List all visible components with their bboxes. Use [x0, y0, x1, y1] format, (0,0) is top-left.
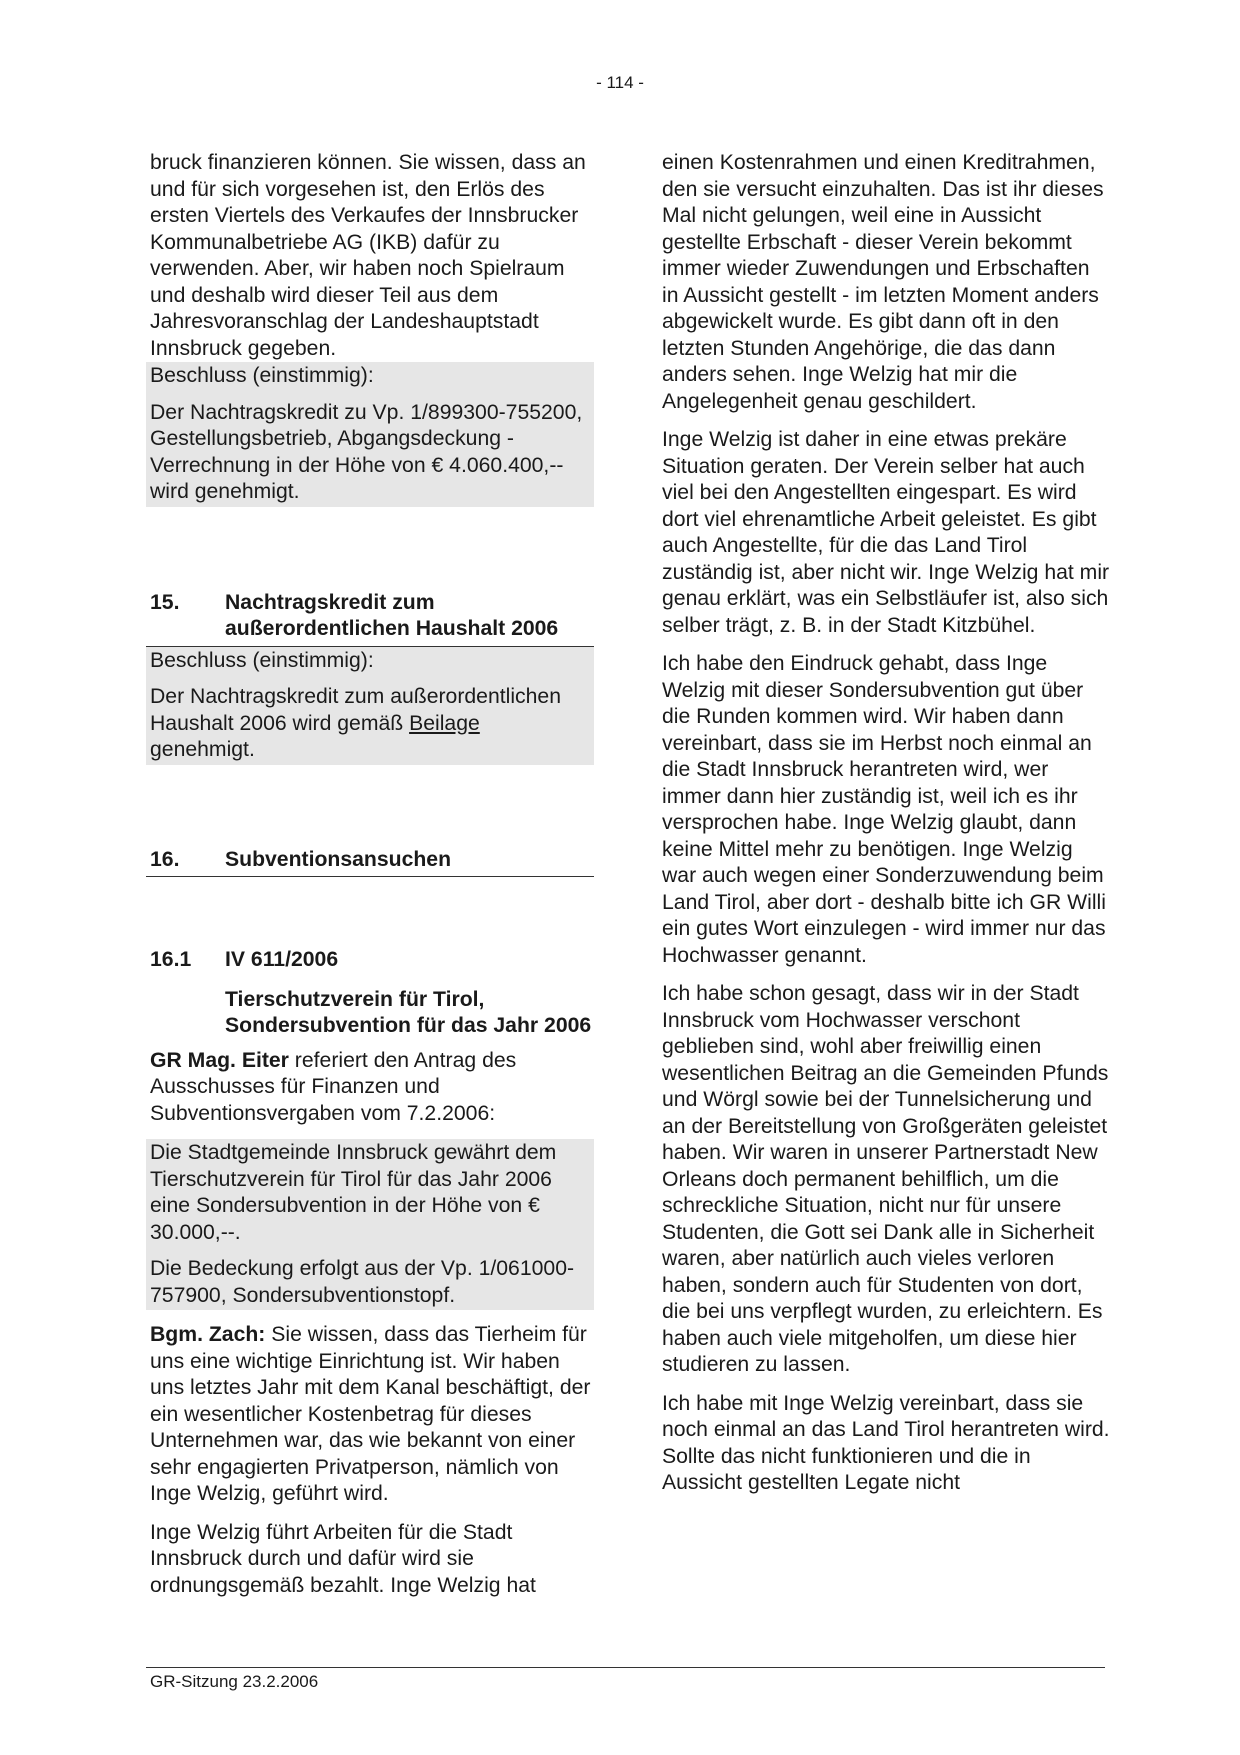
- resolution-box: [146, 362, 594, 507]
- motion-text: Die Bedeckung erfolgt aus der Vp. 1/061000-757900, Sondersubventionstopf.: [150, 1257, 575, 1307]
- resolution-text: Der Nachtragskredit zu Vp. 1/899300-755200, Gestellungsbetrieb, Abgangsdeckung - Verrechnung in der Höhe von € 4.060.400,-- wird genehmigt.: [150, 400, 583, 503]
- motion-box: [146, 1139, 594, 1310]
- section-title: Subventionsansuchen: [225, 847, 452, 871]
- footer: GR-Sitzung 23.2.2006: [150, 1672, 319, 1691]
- footer-divider: [146, 1667, 1105, 1668]
- subsection-title: Tierschutzverein für Tirol, Sondersubvention für das Jahr 2006: [225, 987, 592, 1037]
- paragraph: Ich habe schon gesagt, dass wir in der Stadt Innsbruck vom Hochwasser verschont geblieben sind, wohl aber freiwillig einen wesentlichen Beitrag an die Gemeinden Pfunds und Wörgl sowie bei der Tunnelsicherung und an der Bereitstellung von Großgeräten geleistet haben. Wir waren in unserer Partnerstadt New Orleans doch permanent behilflich, um die schreckliche Situation, nicht nur für unsere Studenten, die Gott sei Dank alle in Sicherheit waren, aber natürlich auch vieles verloren haben, sondern auch für Studenten von dort, die bei uns verpflegt wurden, zu erleichtern. Es haben auch viele mitgeholfen, um diese hier studieren zu lassen.: [662, 982, 1109, 1376]
- paragraph: Bgm. Zach: Sie wissen, dass das Tierheim für uns eine wichtige Einrichtung ist. Wir haben uns letztes Jahr mit dem Kanal beschäftigt, der ein wesentlicher Kostenbetrag für dieses Unternehmen war, das wie bekannt von einer sehr engagierten Privatperson, nämlich von Inge Welzig, geführt wird.: [150, 1323, 591, 1505]
- paragraph: Inge Welzig führt Arbeiten für die Stadt Innsbruck durch und dafür wird sie ordnungsgemäß bezahlt. Inge Welzig hat: [150, 1520, 536, 1597]
- right-column: [658, 150, 1110, 1509]
- beilage-link[interactable]: Beilage: [409, 711, 480, 735]
- section-title: Nachtragskredit zum außerordentlichen Haushalt 2006: [225, 590, 559, 640]
- paragraph: einen Kostenrahmen und einen Kreditrahmen, den sie versucht einzuhalten. Das ist ihr dieses Mal nicht gelungen, weil eine in Aussicht gestellte Erbschaft - dieser Verein bekommt immer wieder Zuwendungen und Erbschaften in Aussicht gestellt - im letzten Moment anders abgewickelt wurde. Es gibt dann oft in den letzten Stunden Angehörige, die das dann anders sehen. Inge Welzig hat mir die Angelegenheit genau geschildert.: [662, 151, 1104, 413]
- speaker-name: Bgm. Zach:: [150, 1323, 266, 1346]
- resolution-label: Beschluss (einstimmig):: [150, 648, 374, 672]
- subsection-heading-16-1: [146, 947, 594, 974]
- paragraph: bruck finanzieren können. Sie wissen, dass an und für sich vorgesehen ist, den Erlös des ersten Viertels des Verkaufes der Innsbrucker Kommunalbetriebe AG (IKB) dafür zu verwenden. Aber, wir haben noch Spielraum und deshalb wird dieser Teil aus dem Jahresvoranschlag der Landeshauptstadt Innsbruck gegeben.: [150, 151, 586, 360]
- resolution-text: Der Nachtragskredit zum außerordentlichen Haushalt 2006 wird gemäß Beilage genehmigt.: [150, 685, 561, 761]
- paragraph: Ich habe den Eindruck gehabt, dass Inge Welzig mit dieser Sondersubvention gut über die Runden kommen wird. Wir haben dann vereinbart, dass sie im Herbst noch einmal an die Stadt Innsbruck herantreten wird, wer immer dann hier zuständig ist, weil ich es ihr versprochen habe. Inge Welzig glaubt, dann keine Mittel mehr zu benötigen. Inge Welzig war auch wegen einer Sonderzuwendung beim Land Tirol, aber dort - deshalb bitte ich GR Willi ein gutes Wort einzulegen - wird immer nur das Hochwasser genannt.: [662, 652, 1106, 967]
- page-number: - 114 -: [596, 73, 644, 92]
- section-heading-15: [146, 590, 594, 647]
- motion-text: Die Stadtgemeinde Innsbruck gewährt dem Tierschutzverein für Tirol für das Jahr 2006 eine Sondersubvention in der Höhe von € 30.000,--.: [150, 1141, 557, 1244]
- speaker-name: GR Mag. Eiter: [150, 1048, 289, 1072]
- section-heading-16: [146, 847, 594, 878]
- section-number: 15.: [150, 590, 180, 614]
- subsection-reference: IV 611/2006: [225, 948, 339, 971]
- paragraph: Inge Welzig ist daher in eine etwas prekäre Situation geraten. Der Verein selber hat auch viel bei den Angestellten eingespart. Es wird dort viel ehrenamtliche Arbeit geleistet. Es gibt auch Angestellte, für die das Land Tirol zuständig ist, aber nicht wir. Inge Welzig hat mir genau erklärt, was ein Selbstläufer ist, also sich selber trägt, z. B. in der Stadt Kitzbühel.: [662, 428, 1110, 637]
- resolution-box: [146, 647, 594, 765]
- section-number: 16.: [150, 847, 180, 871]
- left-column: [146, 150, 594, 1611]
- subsection-number: 16.1: [150, 948, 192, 971]
- paragraph: GR Mag. Eiter referiert den Antrag des Ausschusses für Finanzen und Subventionsvergaben vom 7.2.2006:: [150, 1048, 517, 1125]
- resolution-label: Beschluss (einstimmig):: [150, 364, 374, 387]
- paragraph: Ich habe mit Inge Welzig vereinbart, dass sie noch einmal an das Land Tirol herantreten wird. Sollte das nicht funktionieren und die in Aussicht gestellten Legate nicht: [662, 1391, 1110, 1494]
